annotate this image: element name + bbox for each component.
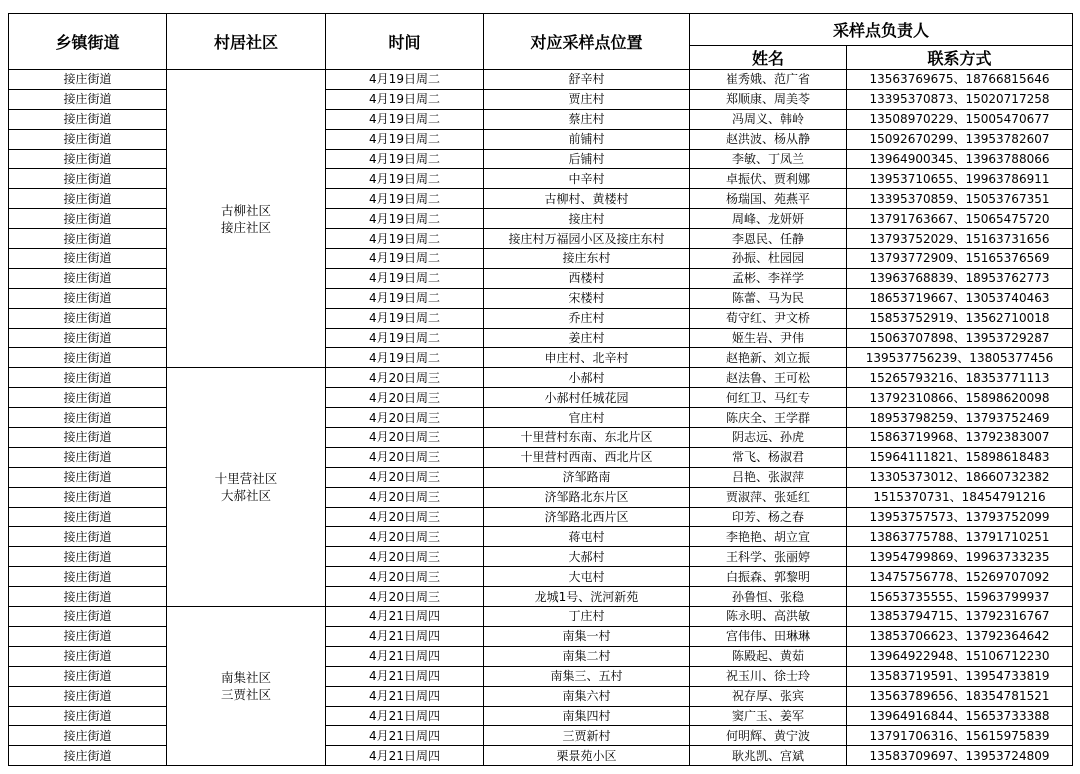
community-name: 大郝社区 bbox=[220, 488, 271, 504]
time-cell: 4月19日周二 bbox=[326, 249, 484, 269]
location-cell: 南集三、五村 bbox=[484, 666, 690, 686]
location-cell: 接庄村 bbox=[484, 209, 690, 229]
time-cell: 4月20日周三 bbox=[326, 547, 484, 567]
location-cell: 接庄村万福园小区及接庄东村 bbox=[484, 229, 690, 249]
contact-cell: 13583709697、13953724809 bbox=[847, 746, 1073, 766]
contact-cell: 1515370731、18454791216 bbox=[847, 487, 1073, 507]
time-cell: 4月20日周三 bbox=[326, 567, 484, 587]
header-location: 对应采样点位置 bbox=[484, 14, 690, 70]
town-cell: 接庄街道 bbox=[9, 169, 167, 189]
time-cell: 4月19日周二 bbox=[326, 328, 484, 348]
town-cell: 接庄街道 bbox=[9, 249, 167, 269]
contact-cell: 13475756778、15269707092 bbox=[847, 567, 1073, 587]
time-cell: 4月19日周二 bbox=[326, 129, 484, 149]
contact-cell: 13853794715、13792316767 bbox=[847, 607, 1073, 627]
time-cell: 4月20日周三 bbox=[326, 368, 484, 388]
time-cell: 4月21日周四 bbox=[326, 646, 484, 666]
location-cell: 前铺村 bbox=[484, 129, 690, 149]
time-cell: 4月19日周二 bbox=[326, 229, 484, 249]
location-cell: 龙城1号、洸河新苑 bbox=[484, 587, 690, 607]
contact-cell: 13963768839、18953762773 bbox=[847, 268, 1073, 288]
location-cell: 接庄东村 bbox=[484, 249, 690, 269]
location-cell: 舒辛村 bbox=[484, 70, 690, 90]
town-cell: 接庄街道 bbox=[9, 487, 167, 507]
town-cell: 接庄街道 bbox=[9, 607, 167, 627]
header-leader: 采样点负责人 bbox=[690, 14, 1073, 46]
location-cell: 乔庄村 bbox=[484, 308, 690, 328]
community-name: 三贾社区 bbox=[220, 687, 271, 703]
community-name: 古柳社区 bbox=[220, 202, 271, 218]
name-cell: 崔秀娥、范广省 bbox=[690, 70, 847, 90]
time-cell: 4月20日周三 bbox=[326, 487, 484, 507]
community-name: 接庄社区 bbox=[220, 219, 271, 235]
town-cell: 接庄街道 bbox=[9, 348, 167, 368]
contact-cell: 13853706623、13792364642 bbox=[847, 626, 1073, 646]
contact-cell: 13791763667、15065475720 bbox=[847, 209, 1073, 229]
contact-cell: 13964922948、15106712230 bbox=[847, 646, 1073, 666]
town-cell: 接庄街道 bbox=[9, 408, 167, 428]
town-cell: 接庄街道 bbox=[9, 447, 167, 467]
name-cell: 姬生岩、尹伟 bbox=[690, 328, 847, 348]
name-cell: 孟彬、李祥学 bbox=[690, 268, 847, 288]
time-cell: 4月19日周二 bbox=[326, 268, 484, 288]
name-cell: 赵洪波、杨从静 bbox=[690, 129, 847, 149]
contact-cell: 18653719667、13053740463 bbox=[847, 288, 1073, 308]
contact-cell: 13395370873、15020717258 bbox=[847, 89, 1073, 109]
name-cell: 耿兆凯、宫斌 bbox=[690, 746, 847, 766]
contact-cell: 13395370859、15053767351 bbox=[847, 189, 1073, 209]
location-cell: 西楼村 bbox=[484, 268, 690, 288]
header-town: 乡镇街道 bbox=[9, 14, 167, 70]
name-cell: 何红卫、马红专 bbox=[690, 388, 847, 408]
name-cell: 李恩民、任静 bbox=[690, 229, 847, 249]
town-cell: 接庄街道 bbox=[9, 149, 167, 169]
town-cell: 接庄街道 bbox=[9, 328, 167, 348]
name-cell: 祝存厚、张宾 bbox=[690, 686, 847, 706]
location-cell: 济邹路北西片区 bbox=[484, 507, 690, 527]
location-cell: 栗景苑小区 bbox=[484, 746, 690, 766]
location-cell: 中辛村 bbox=[484, 169, 690, 189]
time-cell: 4月19日周二 bbox=[326, 89, 484, 109]
town-cell: 接庄街道 bbox=[9, 706, 167, 726]
location-cell: 南集四村 bbox=[484, 706, 690, 726]
name-cell: 吕艳、张淑萍 bbox=[690, 467, 847, 487]
name-cell: 常飞、杨淑君 bbox=[690, 447, 847, 467]
town-cell: 接庄街道 bbox=[9, 268, 167, 288]
time-cell: 4月21日周四 bbox=[326, 746, 484, 766]
time-cell: 4月21日周四 bbox=[326, 726, 484, 746]
name-cell: 陈蕾、马为民 bbox=[690, 288, 847, 308]
contact-cell: 15653735555、15963799937 bbox=[847, 587, 1073, 607]
contact-cell: 13863775788、13791710251 bbox=[847, 527, 1073, 547]
time-cell: 4月20日周三 bbox=[326, 408, 484, 428]
town-cell: 接庄街道 bbox=[9, 129, 167, 149]
town-cell: 接庄街道 bbox=[9, 646, 167, 666]
location-cell: 蒋屯村 bbox=[484, 527, 690, 547]
time-cell: 4月19日周二 bbox=[326, 348, 484, 368]
name-cell: 宫伟伟、田琳琳 bbox=[690, 626, 847, 646]
name-cell: 何明辉、黄宁波 bbox=[690, 726, 847, 746]
time-cell: 4月20日周三 bbox=[326, 587, 484, 607]
contact-cell: 13792310866、15898620098 bbox=[847, 388, 1073, 408]
contact-cell: 15265793216、18353771113 bbox=[847, 368, 1073, 388]
town-cell: 接庄街道 bbox=[9, 368, 167, 388]
town-cell: 接庄街道 bbox=[9, 70, 167, 90]
time-cell: 4月19日周二 bbox=[326, 149, 484, 169]
name-cell: 陈庆全、王学群 bbox=[690, 408, 847, 428]
town-cell: 接庄街道 bbox=[9, 467, 167, 487]
name-cell: 印芳、杨之春 bbox=[690, 507, 847, 527]
contact-cell: 13953757573、13793752099 bbox=[847, 507, 1073, 527]
town-cell: 接庄街道 bbox=[9, 726, 167, 746]
contact-cell: 13953710655、19963786911 bbox=[847, 169, 1073, 189]
location-cell: 南集二村 bbox=[484, 646, 690, 666]
name-cell: 杨瑞国、苑燕平 bbox=[690, 189, 847, 209]
town-cell: 接庄街道 bbox=[9, 109, 167, 129]
time-cell: 4月19日周二 bbox=[326, 189, 484, 209]
time-cell: 4月19日周二 bbox=[326, 169, 484, 189]
town-cell: 接庄街道 bbox=[9, 308, 167, 328]
town-cell: 接庄街道 bbox=[9, 189, 167, 209]
time-cell: 4月19日周二 bbox=[326, 70, 484, 90]
town-cell: 接庄街道 bbox=[9, 527, 167, 547]
name-cell: 窦广玉、姜军 bbox=[690, 706, 847, 726]
contact-cell: 13563789656、18354781521 bbox=[847, 686, 1073, 706]
name-cell: 冯周义、韩岭 bbox=[690, 109, 847, 129]
time-cell: 4月21日周四 bbox=[326, 686, 484, 706]
contact-cell: 15092670299、13953782607 bbox=[847, 129, 1073, 149]
name-cell: 郑顺康、周美苓 bbox=[690, 89, 847, 109]
location-cell: 南集一村 bbox=[484, 626, 690, 646]
location-cell: 小郝村 bbox=[484, 368, 690, 388]
location-cell: 宋楼村 bbox=[484, 288, 690, 308]
contact-cell: 13305373012、18660732382 bbox=[847, 467, 1073, 487]
location-cell: 十里营村西南、西北片区 bbox=[484, 447, 690, 467]
location-cell: 古柳村、黄楼村 bbox=[484, 189, 690, 209]
town-cell: 接庄街道 bbox=[9, 89, 167, 109]
town-cell: 接庄街道 bbox=[9, 209, 167, 229]
town-cell: 接庄街道 bbox=[9, 626, 167, 646]
contact-cell: 13793772909、15165376569 bbox=[847, 249, 1073, 269]
contact-cell: 13563769675、18766815646 bbox=[847, 70, 1073, 90]
town-cell: 接庄街道 bbox=[9, 507, 167, 527]
time-cell: 4月20日周三 bbox=[326, 388, 484, 408]
contact-cell: 139537756239、13805377456 bbox=[847, 348, 1073, 368]
header-time: 时间 bbox=[326, 14, 484, 70]
location-cell: 十里营村东南、东北片区 bbox=[484, 428, 690, 448]
location-cell: 后铺村 bbox=[484, 149, 690, 169]
community-cell bbox=[167, 368, 326, 607]
contact-cell: 13508970229、15005470677 bbox=[847, 109, 1073, 129]
location-cell: 贾庄村 bbox=[484, 89, 690, 109]
contact-cell: 13954799869、19963733235 bbox=[847, 547, 1073, 567]
town-cell: 接庄街道 bbox=[9, 567, 167, 587]
header-community: 村居社区 bbox=[167, 14, 326, 70]
table-row bbox=[9, 70, 1073, 90]
contact-cell: 15063707898、13953729287 bbox=[847, 328, 1073, 348]
time-cell: 4月19日周二 bbox=[326, 209, 484, 229]
contact-cell: 15863719968、13792383007 bbox=[847, 428, 1073, 448]
location-cell: 小郝村任城花园 bbox=[484, 388, 690, 408]
contact-cell: 13791706316、15615975839 bbox=[847, 726, 1073, 746]
name-cell: 陈殿起、黄茹 bbox=[690, 646, 847, 666]
time-cell: 4月20日周三 bbox=[326, 467, 484, 487]
name-cell: 孙振、杜园园 bbox=[690, 249, 847, 269]
community-name: 南集社区 bbox=[220, 670, 271, 686]
location-cell: 申庄村、北辛村 bbox=[484, 348, 690, 368]
time-cell: 4月19日周二 bbox=[326, 288, 484, 308]
community-name: 十里营社区 bbox=[214, 471, 278, 487]
location-cell: 官庄村 bbox=[484, 408, 690, 428]
table-body bbox=[9, 70, 1073, 766]
location-cell: 大郝村 bbox=[484, 547, 690, 567]
time-cell: 4月21日周四 bbox=[326, 666, 484, 686]
town-cell: 接庄街道 bbox=[9, 388, 167, 408]
town-cell: 接庄街道 bbox=[9, 587, 167, 607]
time-cell: 4月20日周三 bbox=[326, 447, 484, 467]
contact-cell: 13793752029、15163731656 bbox=[847, 229, 1073, 249]
location-cell: 济邹路北东片区 bbox=[484, 487, 690, 507]
contact-cell: 13964916844、15653733388 bbox=[847, 706, 1073, 726]
community-cell bbox=[167, 70, 326, 368]
contact-cell: 18953798259、13793752469 bbox=[847, 408, 1073, 428]
name-cell: 李艳艳、胡立宣 bbox=[690, 527, 847, 547]
name-cell: 李敏、丁凤兰 bbox=[690, 149, 847, 169]
name-cell: 周峰、龙妍妍 bbox=[690, 209, 847, 229]
town-cell: 接庄街道 bbox=[9, 547, 167, 567]
sampling-schedule-table bbox=[8, 13, 1073, 766]
name-cell: 贾淑萍、张延红 bbox=[690, 487, 847, 507]
name-cell: 孙鲁恒、张稳 bbox=[690, 587, 847, 607]
contact-cell: 15853752919、13562710018 bbox=[847, 308, 1073, 328]
name-cell: 祝玉川、徐士玲 bbox=[690, 666, 847, 686]
name-cell: 王科学、张丽婷 bbox=[690, 547, 847, 567]
location-cell: 丁庄村 bbox=[484, 607, 690, 627]
town-cell: 接庄街道 bbox=[9, 666, 167, 686]
name-cell: 赵法鲁、王可松 bbox=[690, 368, 847, 388]
time-cell: 4月20日周三 bbox=[326, 527, 484, 547]
location-cell: 三贾新村 bbox=[484, 726, 690, 746]
time-cell: 4月20日周三 bbox=[326, 507, 484, 527]
name-cell: 卓振伏、贾利娜 bbox=[690, 169, 847, 189]
header-contact: 联系方式 bbox=[847, 46, 1073, 70]
table-row bbox=[9, 607, 1073, 627]
time-cell: 4月19日周二 bbox=[326, 308, 484, 328]
time-cell: 4月19日周二 bbox=[326, 109, 484, 129]
name-cell: 赵艳新、刘立振 bbox=[690, 348, 847, 368]
time-cell: 4月21日周四 bbox=[326, 607, 484, 627]
name-cell: 阴志远、孙虎 bbox=[690, 428, 847, 448]
contact-cell: 13964900345、13963788066 bbox=[847, 149, 1073, 169]
contact-cell: 13583719591、13954733819 bbox=[847, 666, 1073, 686]
community-cell bbox=[167, 607, 326, 766]
header-name: 姓名 bbox=[690, 46, 847, 70]
time-cell: 4月20日周三 bbox=[326, 428, 484, 448]
location-cell: 蔡庄村 bbox=[484, 109, 690, 129]
location-cell: 济邹路南 bbox=[484, 467, 690, 487]
contact-cell: 15964111821、15898618483 bbox=[847, 447, 1073, 467]
location-cell: 姜庄村 bbox=[484, 328, 690, 348]
name-cell: 陈永明、高洪敏 bbox=[690, 607, 847, 627]
table-row bbox=[9, 368, 1073, 388]
town-cell: 接庄街道 bbox=[9, 686, 167, 706]
town-cell: 接庄街道 bbox=[9, 288, 167, 308]
location-cell: 大屯村 bbox=[484, 567, 690, 587]
name-cell: 荀守红、尹文桥 bbox=[690, 308, 847, 328]
town-cell: 接庄街道 bbox=[9, 229, 167, 249]
name-cell: 白振森、郭黎明 bbox=[690, 567, 847, 587]
time-cell: 4月21日周四 bbox=[326, 706, 484, 726]
time-cell: 4月21日周四 bbox=[326, 626, 484, 646]
location-cell: 南集六村 bbox=[484, 686, 690, 706]
town-cell: 接庄街道 bbox=[9, 428, 167, 448]
town-cell: 接庄街道 bbox=[9, 746, 167, 766]
